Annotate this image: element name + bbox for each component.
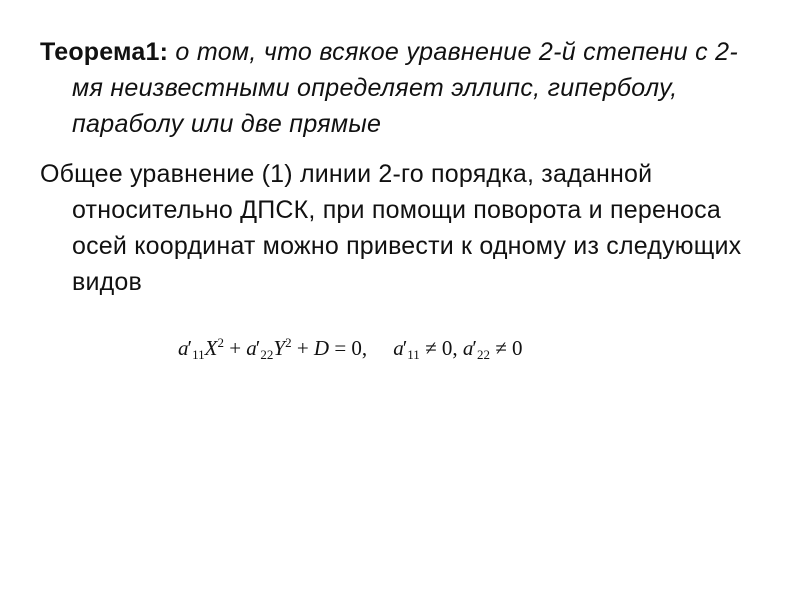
general-equation-text: Общее уравнение (1) линии 2-го порядка, заданной относительно ДПСК, при помощи поворота и переноса осей координат можно привести к одному из следующих видов: [40, 160, 742, 296]
var-y: Y: [273, 336, 286, 360]
canonical-form-formula: [178, 330, 558, 366]
theorem-text: о том, что всякое уравнение 2-й степени с 2-мя неизвестными определяет эллипс, гиперболу, параболу или две прямые: [72, 38, 738, 138]
coef-a11: a: [178, 336, 189, 360]
coef-a22-condition: a: [462, 336, 474, 360]
superscript-2: 2: [285, 335, 292, 350]
not-equal-zero-comma: ≠ 0,: [419, 336, 463, 360]
general-equation-paragraph: [40, 156, 760, 300]
not-equal-zero: ≠ 0: [489, 336, 523, 360]
theorem-label: Теорема1:: [40, 38, 169, 66]
theorem-block: [40, 34, 760, 142]
var-x: X: [204, 336, 218, 360]
prime-mark: ′: [187, 336, 193, 360]
subscript-11: 11: [407, 347, 420, 362]
subscript-22: 22: [476, 347, 490, 362]
superscript-2: 2: [217, 335, 224, 350]
plus-sign: +: [223, 336, 247, 360]
prime-mark: ′: [472, 336, 477, 360]
subscript-22: 22: [260, 347, 274, 362]
subscript-11: 11: [192, 347, 205, 362]
coef-a22: a: [246, 336, 257, 360]
plus-sign: +: [291, 336, 314, 360]
coef-a11-condition: a: [393, 336, 404, 360]
prime-mark: ′: [255, 336, 261, 360]
var-d: D: [313, 336, 330, 360]
prime-mark: ′: [402, 336, 408, 360]
equals-zero: = 0,: [329, 336, 368, 360]
